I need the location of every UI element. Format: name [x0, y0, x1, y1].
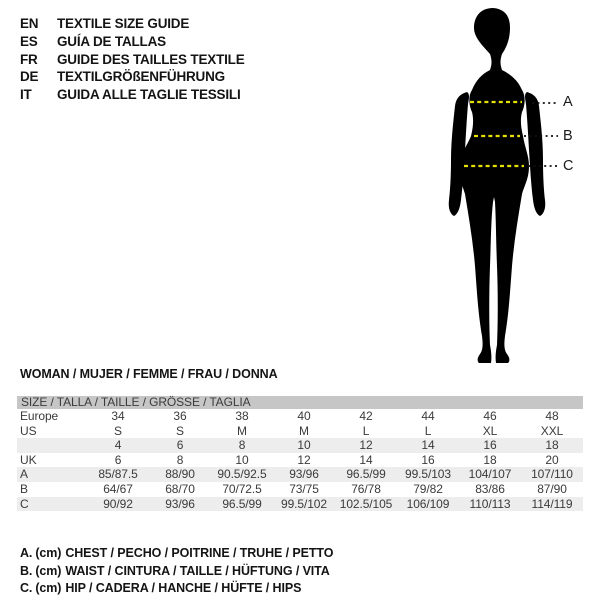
- size-value: 99.5/102: [273, 497, 335, 512]
- size-value: 36: [173, 409, 187, 423]
- size-table-row: [17, 467, 583, 482]
- legend-id: C.: [20, 581, 33, 595]
- size-value: 44: [421, 409, 435, 423]
- size-table-row: [17, 409, 583, 424]
- language-list: [20, 15, 245, 104]
- legend-row: [20, 563, 333, 581]
- legend-id: B.: [20, 563, 33, 578]
- size-value: 8: [176, 452, 184, 467]
- size-table-caption: SIZE / TALLA / TAILLE / GRÖSSE / TAGLIA: [17, 396, 583, 409]
- size-value: 42: [359, 409, 373, 423]
- legend-text: CHEST / PECHO / POITRINE / TRUHE / PETTO: [65, 546, 334, 560]
- size-table-row: [17, 497, 583, 512]
- size-value: 16: [421, 452, 435, 467]
- legend-text: HIP / CADERA / HANCHE / HÜFTE / HIPS: [65, 581, 302, 595]
- language-title: GUÍA DE TALLAS: [57, 33, 166, 49]
- language-code: IT: [20, 87, 32, 103]
- size-value: 79/82: [413, 481, 443, 496]
- size-value: 93/96: [149, 497, 211, 512]
- size-table: [17, 396, 583, 511]
- row-label: [17, 438, 87, 453]
- size-table-row: [17, 482, 583, 497]
- language-row: [20, 86, 245, 104]
- row-label: UK: [20, 452, 37, 467]
- language-row: [20, 51, 245, 69]
- size-value: 104/107: [459, 467, 521, 482]
- size-value: 16: [459, 438, 521, 453]
- size-value: 68/70: [165, 481, 195, 496]
- size-value: 102.5/105: [335, 497, 397, 512]
- language-title: TEXTILGRÖßENFÜHRUNG: [57, 69, 225, 85]
- size-value: 76/78: [351, 481, 381, 496]
- measure-label-c: C: [563, 158, 574, 174]
- size-value: M: [237, 423, 247, 438]
- section-title: WOMAN / MUJER / FEMME / FRAU / DONNA: [20, 367, 278, 381]
- size-value: 107/110: [521, 467, 583, 482]
- language-title: GUIDA ALLE TAGLIE TESSILI: [57, 87, 241, 103]
- language-title: GUIDE DES TAILLES TEXTILE: [57, 51, 245, 67]
- size-value: 10: [273, 438, 335, 453]
- size-value: 8: [211, 438, 273, 453]
- figure-area: [410, 0, 600, 380]
- size-value: 6: [149, 438, 211, 453]
- language-code: ES: [20, 33, 38, 49]
- size-table-header-row: [17, 396, 583, 409]
- size-value: 10: [235, 452, 249, 467]
- size-value: 114/119: [521, 497, 583, 512]
- size-table-row: [17, 424, 583, 439]
- size-value: 106/109: [397, 497, 459, 512]
- size-table-body: [17, 409, 583, 511]
- measurement-legend: [20, 545, 333, 598]
- size-value: 85/87.5: [87, 467, 149, 482]
- language-code: FR: [20, 51, 38, 67]
- size-table-row: [17, 438, 583, 453]
- woman-silhouette-icon: [410, 0, 600, 380]
- legend-unit: (cm): [35, 563, 62, 578]
- size-value: 6: [114, 452, 122, 467]
- language-code: EN: [20, 16, 39, 31]
- size-value: 90.5/92.5: [211, 467, 273, 482]
- size-value: 12: [297, 452, 311, 467]
- language-title: TEXTILE SIZE GUIDE: [57, 16, 190, 31]
- size-table-row: [17, 453, 583, 468]
- size-value: 38: [235, 409, 249, 423]
- language-code: DE: [20, 69, 39, 85]
- size-value: XXL: [540, 423, 564, 438]
- size-value: XL: [482, 423, 498, 438]
- language-row: [20, 15, 245, 33]
- size-value: 40: [297, 409, 311, 423]
- size-value: M: [299, 423, 309, 438]
- row-label: Europe: [20, 409, 59, 423]
- size-value: 20: [545, 452, 559, 467]
- size-value: 99.5/103: [397, 467, 459, 482]
- row-label: A: [17, 467, 87, 482]
- legend-row: [20, 580, 333, 598]
- measure-label-a: A: [563, 94, 573, 110]
- size-value: 18: [483, 452, 497, 467]
- size-value: 14: [397, 438, 459, 453]
- size-value: 4: [87, 438, 149, 453]
- size-value: 88/90: [149, 467, 211, 482]
- legend-unit: (cm): [35, 546, 62, 560]
- size-value: 18: [521, 438, 583, 453]
- row-label: C: [17, 497, 87, 512]
- size-value: 90/92: [87, 497, 149, 512]
- size-value: 73/75: [289, 481, 319, 496]
- size-value: 14: [359, 452, 373, 467]
- row-label: B: [20, 481, 28, 496]
- size-value: 96.5/99: [211, 497, 273, 512]
- size-value: L: [424, 423, 432, 438]
- size-value: 64/67: [103, 481, 133, 496]
- language-row: [20, 33, 245, 51]
- size-value: 34: [111, 409, 125, 423]
- size-value: S: [176, 423, 184, 438]
- legend-id: A.: [20, 546, 33, 560]
- size-value: 12: [335, 438, 397, 453]
- row-label: US: [20, 423, 37, 438]
- size-value: 96.5/99: [335, 467, 397, 482]
- size-value: L: [362, 423, 370, 438]
- legend-text: WAIST / CINTURA / TAILLE / HÜFTUNG / VITA: [65, 563, 330, 578]
- size-value: S: [114, 423, 122, 438]
- size-value: 110/113: [459, 497, 521, 512]
- legend-unit: (cm): [35, 581, 62, 595]
- size-value: 87/90: [537, 481, 567, 496]
- size-value: 93/96: [273, 467, 335, 482]
- size-value: 48: [545, 409, 559, 423]
- measure-label-b: B: [563, 128, 573, 144]
- size-value: 46: [483, 409, 497, 423]
- size-value: 83/86: [475, 481, 505, 496]
- language-row: [20, 68, 245, 86]
- size-value: 70/72.5: [222, 481, 262, 496]
- legend-row: [20, 545, 333, 563]
